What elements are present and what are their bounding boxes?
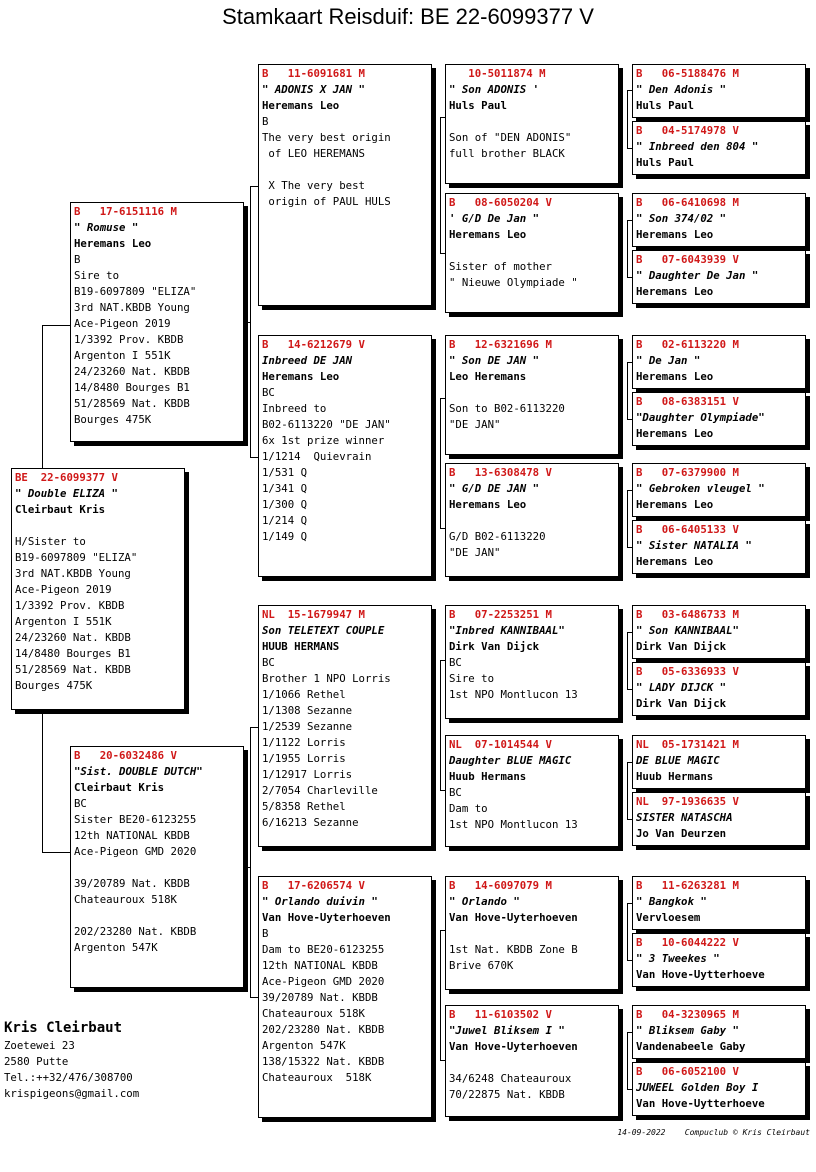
pedigree-card-g6 bbox=[632, 392, 806, 446]
connector-line bbox=[250, 727, 251, 997]
pedigree-card-sdd bbox=[445, 463, 619, 577]
pigeon-name: " Orlando duivin " bbox=[262, 895, 378, 908]
detail-line: 12th NATIONAL KBDB bbox=[262, 959, 378, 972]
breeder-name: Heremans Leo bbox=[262, 370, 340, 383]
detail-line: 1/341 Q bbox=[262, 482, 308, 495]
detail-line: BC bbox=[74, 797, 87, 810]
breeder-name: Van Hove-Uyterhoeven bbox=[262, 911, 391, 924]
pigeon-name: Son TELETEXT COUPLE bbox=[262, 624, 385, 637]
pigeon-name: "Juwel Bliksem I " bbox=[449, 1024, 565, 1037]
breeder-name: Cleirbaut Kris bbox=[15, 503, 106, 516]
breeder-name: Vandenabeele Gaby bbox=[636, 1040, 746, 1053]
breeder-name: Heremans Leo bbox=[636, 555, 714, 568]
breeder-name: Heremans Leo bbox=[636, 370, 714, 383]
pigeon-name: Daughter BLUE MAGIC bbox=[449, 754, 572, 767]
detail-line bbox=[449, 385, 615, 401]
detail-line: Argenton 547K bbox=[74, 941, 158, 954]
breeder-name: Van Hove-Uyterhoeven bbox=[449, 1040, 578, 1053]
detail-line: 1/149 Q bbox=[262, 530, 308, 543]
connector-line bbox=[250, 997, 258, 998]
ring-number: B 03-6486733 M bbox=[636, 608, 739, 621]
detail-line: Dam to BE20-6123255 bbox=[262, 943, 385, 956]
pedigree-card-g11 bbox=[632, 735, 806, 789]
detail-line: BC bbox=[449, 786, 462, 799]
ring-number: B 06-6405133 V bbox=[636, 523, 739, 536]
ring-number: B 11-6091681 M bbox=[262, 67, 365, 80]
pedigree-card-main bbox=[11, 468, 185, 710]
pigeon-name: " Son DE JAN " bbox=[449, 354, 540, 367]
pigeon-name: "Inbred KANNIBAAL" bbox=[449, 624, 565, 637]
pigeon-name: " ADONIS X JAN " bbox=[262, 83, 365, 96]
pedigree-card-ds bbox=[258, 605, 432, 847]
detail-line: 34/6248 Chateauroux bbox=[449, 1072, 572, 1085]
ring-number: B 17-6151116 M bbox=[74, 205, 177, 218]
ring-number: B 04-3230965 M bbox=[636, 1008, 739, 1021]
detail-line: 1st NPO Montlucon 13 bbox=[449, 818, 578, 831]
breeder-name: Heremans Leo bbox=[449, 228, 527, 241]
ring-number: 10-5011874 M bbox=[449, 67, 546, 80]
detail-line: Argenton I 551K bbox=[15, 615, 112, 628]
detail-line: The very best origin bbox=[262, 131, 391, 144]
detail-line: origin of PAUL HULS bbox=[262, 195, 391, 208]
ring-number: B 11-6263281 M bbox=[636, 879, 739, 892]
breeder-name: Jo Van Deurzen bbox=[636, 827, 727, 840]
connector-line bbox=[627, 362, 628, 419]
owner-block bbox=[4, 1018, 139, 1102]
ring-number: B 06-6410698 M bbox=[636, 196, 739, 209]
breeder-name: Leo Heremans bbox=[449, 370, 527, 383]
detail-line: 12th NATIONAL KBDB bbox=[74, 829, 190, 842]
detail-line: Son to B02-6113220 bbox=[449, 402, 565, 415]
ring-number: B 07-6043939 V bbox=[636, 253, 739, 266]
ring-number: B 14-6212679 V bbox=[262, 338, 365, 351]
ring-number: B 14-6097079 M bbox=[449, 879, 552, 892]
pigeon-name: " De Jan " bbox=[636, 354, 701, 367]
detail-line: 1st NPO Montlucon 13 bbox=[449, 688, 578, 701]
pedigree-card-g7 bbox=[632, 463, 806, 517]
detail-line: full brother BLACK bbox=[449, 147, 565, 160]
detail-line: Bourges 475K bbox=[15, 679, 93, 692]
pigeon-name: " Bangkok " bbox=[636, 895, 707, 908]
detail-line: 1/1122 Lorris bbox=[262, 736, 346, 749]
pigeon-name: " Son 374/02 " bbox=[636, 212, 727, 225]
pedigree-card-g14 bbox=[632, 933, 806, 987]
pigeon-name: " Son KANNIBAAL" bbox=[636, 624, 739, 637]
detail-line bbox=[449, 513, 615, 529]
detail-line: 39/20789 Nat. KBDB bbox=[74, 877, 190, 890]
detail-line bbox=[449, 926, 615, 942]
pigeon-name: "Sist. DOUBLE DUTCH" bbox=[74, 765, 203, 778]
pedigree-card-dss bbox=[445, 605, 619, 719]
breeder-name: Heremans Leo bbox=[74, 237, 152, 250]
connector-line bbox=[627, 1032, 628, 1089]
detail-line: 202/23280 Nat. KBDB bbox=[74, 925, 197, 938]
connector-line bbox=[627, 90, 628, 148]
ring-number: B 10-6044222 V bbox=[636, 936, 739, 949]
detail-line: Son of "DEN ADONIS" bbox=[449, 131, 572, 144]
breeder-name: Heremans Leo bbox=[636, 427, 714, 440]
detail-line: 1/3392 Prov. KBDB bbox=[15, 599, 125, 612]
pedigree-card-ssd bbox=[445, 193, 619, 313]
connector-line bbox=[440, 117, 441, 253]
detail-line: B19-6097809 "ELIZA" bbox=[74, 285, 197, 298]
pedigree-card-g12 bbox=[632, 792, 806, 846]
pedigree-card-ddd bbox=[445, 1005, 619, 1117]
detail-line: 51/28569 Nat. KBDB bbox=[74, 397, 190, 410]
ring-number: NL 15-1679947 M bbox=[262, 608, 365, 621]
ring-number: B 12-6321696 M bbox=[449, 338, 552, 351]
breeder-name: Heremans Leo bbox=[636, 498, 714, 511]
detail-line: BC bbox=[262, 656, 275, 669]
breeder-name: Huls Paul bbox=[636, 99, 694, 112]
detail-line: 1/1066 Rethel bbox=[262, 688, 346, 701]
detail-line: Chateauroux 518K bbox=[262, 1007, 365, 1020]
pedigree-card-g5 bbox=[632, 335, 806, 389]
owner-city: 2580 Putte bbox=[4, 1055, 69, 1068]
pedigree-card-sss bbox=[445, 64, 619, 184]
pedigree-card-dds bbox=[445, 876, 619, 990]
ring-number: B 13-6308478 V bbox=[449, 466, 552, 479]
breeder-name: Heremans Leo bbox=[636, 285, 714, 298]
connector-line bbox=[627, 632, 628, 689]
detail-line: 1/3392 Prov. KBDB bbox=[74, 333, 184, 346]
detail-line: 5/8358 Rethel bbox=[262, 800, 346, 813]
pedigree-card-g10 bbox=[632, 662, 806, 716]
pigeon-name: " LADY DIJCK " bbox=[636, 681, 727, 694]
detail-line: X The very best bbox=[262, 179, 365, 192]
detail-line bbox=[449, 243, 615, 259]
detail-line: Chateauroux 518K bbox=[262, 1071, 372, 1084]
detail-line: Sister of mother bbox=[449, 260, 552, 273]
breeder-name: HUUB HERMANS bbox=[262, 640, 340, 653]
breeder-name: Huls Paul bbox=[636, 156, 694, 169]
owner-email: krispigeons@gmail.com bbox=[4, 1087, 140, 1100]
breeder-name: Heremans Leo bbox=[449, 498, 527, 511]
detail-line: Brother 1 NPO Lorris bbox=[262, 672, 391, 685]
detail-line: BC bbox=[262, 386, 275, 399]
detail-line: 39/20789 Nat. KBDB bbox=[262, 991, 378, 1004]
detail-line: 1st Nat. KBDB Zone B bbox=[449, 943, 578, 956]
detail-line: 24/23260 Nat. KBDB bbox=[74, 365, 190, 378]
detail-line bbox=[74, 908, 240, 924]
owner-phone: Tel.:++32/476/308700 bbox=[4, 1071, 133, 1084]
ring-number: B 06-6052100 V bbox=[636, 1065, 739, 1078]
breeder-name: Dirk Van Dijck bbox=[636, 697, 727, 710]
detail-line: Sire to bbox=[449, 672, 495, 685]
detail-line: Brive 670K bbox=[449, 959, 514, 972]
detail-line bbox=[74, 860, 240, 876]
detail-line: Sister BE20-6123255 bbox=[74, 813, 197, 826]
breeder-name: Cleirbaut Kris bbox=[74, 781, 165, 794]
detail-line: 1/12917 Lorris bbox=[262, 768, 353, 781]
detail-line: 51/28569 Nat. KBDB bbox=[15, 663, 131, 676]
detail-line: B bbox=[262, 115, 269, 128]
ring-number: B 11-6103502 V bbox=[449, 1008, 552, 1021]
detail-line: 138/15322 Nat. KBDB bbox=[262, 1055, 385, 1068]
pigeon-name: " Double ELIZA " bbox=[15, 487, 118, 500]
connector-line bbox=[244, 322, 250, 323]
pigeon-name: " Sister NATALIA " bbox=[636, 539, 752, 552]
detail-line bbox=[262, 162, 428, 178]
breeder-name: Huub Hermans bbox=[636, 770, 714, 783]
detail-line: 1/531 Q bbox=[262, 466, 308, 479]
ring-number: B 05-6336933 V bbox=[636, 665, 739, 678]
ring-number: B 07-2253251 M bbox=[449, 608, 552, 621]
detail-line: G/D B02-6113220 bbox=[449, 530, 546, 543]
detail-line: "DE JAN" bbox=[449, 418, 501, 431]
pigeon-name: " Daughter De Jan " bbox=[636, 269, 759, 282]
connector-line bbox=[627, 220, 628, 277]
connector-line bbox=[244, 867, 250, 868]
detail-line: Bourges 475K bbox=[74, 413, 152, 426]
pigeon-name: Inbreed DE JAN bbox=[262, 354, 353, 367]
breeder-name: Heremans Leo bbox=[262, 99, 340, 112]
connector-line bbox=[250, 727, 258, 728]
connector-line bbox=[42, 325, 70, 326]
detail-line: Argenton 547K bbox=[262, 1039, 346, 1052]
detail-line: 202/23280 Nat. KBDB bbox=[262, 1023, 385, 1036]
pedigree-card-dd bbox=[258, 876, 432, 1118]
detail-line: B bbox=[74, 253, 81, 266]
detail-line: 14/8480 Bourges B1 bbox=[74, 381, 190, 394]
pedigree-card-sd bbox=[258, 335, 432, 577]
detail-line: 1/1955 Lorris bbox=[262, 752, 346, 765]
pedigree-card-dam bbox=[70, 746, 244, 988]
pigeon-name: " Romuse " bbox=[74, 221, 139, 234]
detail-line: Dam to bbox=[449, 802, 488, 815]
detail-line: Argenton I 551K bbox=[74, 349, 171, 362]
pigeon-name: " Orlando " bbox=[449, 895, 520, 908]
detail-line: 70/22875 Nat. KBDB bbox=[449, 1088, 565, 1101]
ring-number: B 07-6379900 M bbox=[636, 466, 739, 479]
breeder-name: Vervloesem bbox=[636, 911, 701, 924]
detail-line: 6/16213 Sezanne bbox=[262, 816, 359, 829]
detail-line: H/Sister to bbox=[15, 535, 86, 548]
connector-line bbox=[627, 490, 628, 547]
connector-line bbox=[250, 186, 251, 458]
detail-line: 1/2539 Sezanne bbox=[262, 720, 353, 733]
ring-number: NL 07-1014544 V bbox=[449, 738, 552, 751]
detail-line: BC bbox=[449, 656, 462, 669]
connector-line bbox=[250, 186, 258, 187]
pigeon-name: DE BLUE MAGIC bbox=[636, 754, 720, 767]
detail-line: 2/7054 Charleville bbox=[262, 784, 378, 797]
detail-line: 3rd NAT.KBDB Young bbox=[15, 567, 131, 580]
pedigree-card-g4 bbox=[632, 250, 806, 304]
ring-number: NL 05-1731421 M bbox=[636, 738, 739, 751]
detail-line: Sire to bbox=[74, 269, 120, 282]
connector-line bbox=[440, 930, 441, 1060]
connector-line bbox=[250, 457, 258, 458]
connector-line bbox=[627, 903, 628, 960]
breeder-name: Huls Paul bbox=[449, 99, 507, 112]
detail-line: 1/1214 Quievrain bbox=[262, 450, 372, 463]
connector-line bbox=[440, 398, 441, 528]
pigeon-name: "Daughter Olympiade" bbox=[636, 411, 765, 424]
connector-line bbox=[440, 660, 441, 790]
detail-line: of LEO HEREMANS bbox=[262, 147, 365, 160]
page-title: Stamkaart Reisduif: BE 22-6099377 V bbox=[222, 4, 594, 29]
breeder-name: Heremans Leo bbox=[636, 228, 714, 241]
pigeon-name: " Bliksem Gaby " bbox=[636, 1024, 739, 1037]
detail-line: " Nieuwe Olympiade " bbox=[449, 276, 578, 289]
detail-line: 1/300 Q bbox=[262, 498, 308, 511]
ring-number: B 20-6032486 V bbox=[74, 749, 177, 762]
detail-line: B02-6113220 "DE JAN" bbox=[262, 418, 391, 431]
connector-line bbox=[42, 712, 43, 852]
detail-line: B bbox=[262, 927, 269, 940]
detail-line: Ace-Pigeon 2019 bbox=[15, 583, 112, 596]
connector-line bbox=[627, 762, 628, 819]
pedigree-card-g9 bbox=[632, 605, 806, 659]
footer bbox=[617, 1128, 810, 1137]
breeder-name: Van Hove-Uytterhoeve bbox=[636, 968, 765, 981]
pigeon-name: " Son ADONIS ' bbox=[449, 83, 540, 96]
detail-line bbox=[449, 1055, 615, 1071]
pedigree-card-g13 bbox=[632, 876, 806, 930]
owner-street: Zoetewei 23 bbox=[4, 1039, 75, 1052]
connector-line bbox=[42, 852, 70, 853]
pigeon-name: " Den Adonis " bbox=[636, 83, 727, 96]
breeder-name: Van Hove-Uyterhoeven bbox=[449, 911, 578, 924]
pigeon-name: " Gebroken vleugel " bbox=[636, 482, 765, 495]
pigeon-name: " 3 Tweekes " bbox=[636, 952, 720, 965]
detail-line: Ace-Pigeon 2019 bbox=[74, 317, 171, 330]
pedigree-card-g2 bbox=[632, 121, 806, 175]
ring-number: NL 97-1936635 V bbox=[636, 795, 739, 808]
pigeon-name: " Inbreed den 804 " bbox=[636, 140, 759, 153]
detail-line: 1/1308 Sezanne bbox=[262, 704, 353, 717]
pedigree-card-dsd bbox=[445, 735, 619, 847]
pigeon-name: SISTER NATASCHA bbox=[636, 811, 733, 824]
detail-line: "DE JAN" bbox=[449, 546, 501, 559]
detail-line: 1/214 Q bbox=[262, 514, 308, 527]
ring-number: BE 22-6099377 V bbox=[15, 471, 118, 484]
pigeon-name: ' G/D De Jan " bbox=[449, 212, 540, 225]
ring-number: B 08-6383151 V bbox=[636, 395, 739, 408]
detail-line: Chateauroux 518K bbox=[74, 893, 177, 906]
pedigree-card-ss bbox=[258, 64, 432, 306]
owner-name: Kris Cleirbaut bbox=[4, 1020, 123, 1036]
detail-line: 3rd NAT.KBDB Young bbox=[74, 301, 190, 314]
ring-number: B 06-5188476 M bbox=[636, 67, 739, 80]
breeder-name: Huub Hermans bbox=[449, 770, 527, 783]
detail-line: Ace-Pigeon GMD 2020 bbox=[74, 845, 197, 858]
pedigree-card-g8 bbox=[632, 520, 806, 574]
pedigree-card-g1 bbox=[632, 64, 806, 118]
detail-line: B19-6097809 "ELIZA" bbox=[15, 551, 138, 564]
connector-line bbox=[42, 325, 43, 468]
pedigree-card-g16 bbox=[632, 1062, 806, 1116]
ring-number: B 08-6050204 V bbox=[449, 196, 552, 209]
detail-line: Ace-Pigeon GMD 2020 bbox=[262, 975, 385, 988]
detail-line bbox=[15, 518, 181, 534]
ring-number: B 04-5174978 V bbox=[636, 124, 739, 137]
pedigree-card-sds bbox=[445, 335, 619, 455]
pedigree-card-g15 bbox=[632, 1005, 806, 1059]
breeder-name: Dirk Van Dijck bbox=[636, 640, 727, 653]
detail-line: 14/8480 Bourges B1 bbox=[15, 647, 131, 660]
ring-number: B 17-6206574 V bbox=[262, 879, 365, 892]
breeder-name: Van Hove-Uytterhoeve bbox=[636, 1097, 765, 1110]
pedigree-card-g3 bbox=[632, 193, 806, 247]
detail-line: Inbreed to bbox=[262, 402, 327, 415]
pigeon-name: JUWEEL Golden Boy I bbox=[636, 1081, 759, 1094]
detail-line: 24/23260 Nat. KBDB bbox=[15, 631, 131, 644]
footer-date: 14-09-2022 bbox=[617, 1128, 666, 1137]
pigeon-name: " G/D DE JAN " bbox=[449, 482, 540, 495]
footer-credit: Compuclub © Kris Cleirbaut bbox=[684, 1128, 810, 1137]
pedigree-card-sire bbox=[70, 202, 244, 442]
ring-number: B 02-6113220 M bbox=[636, 338, 739, 351]
detail-line bbox=[449, 114, 615, 130]
breeder-name: Dirk Van Dijck bbox=[449, 640, 540, 653]
detail-line: 6x 1st prize winner bbox=[262, 434, 385, 447]
